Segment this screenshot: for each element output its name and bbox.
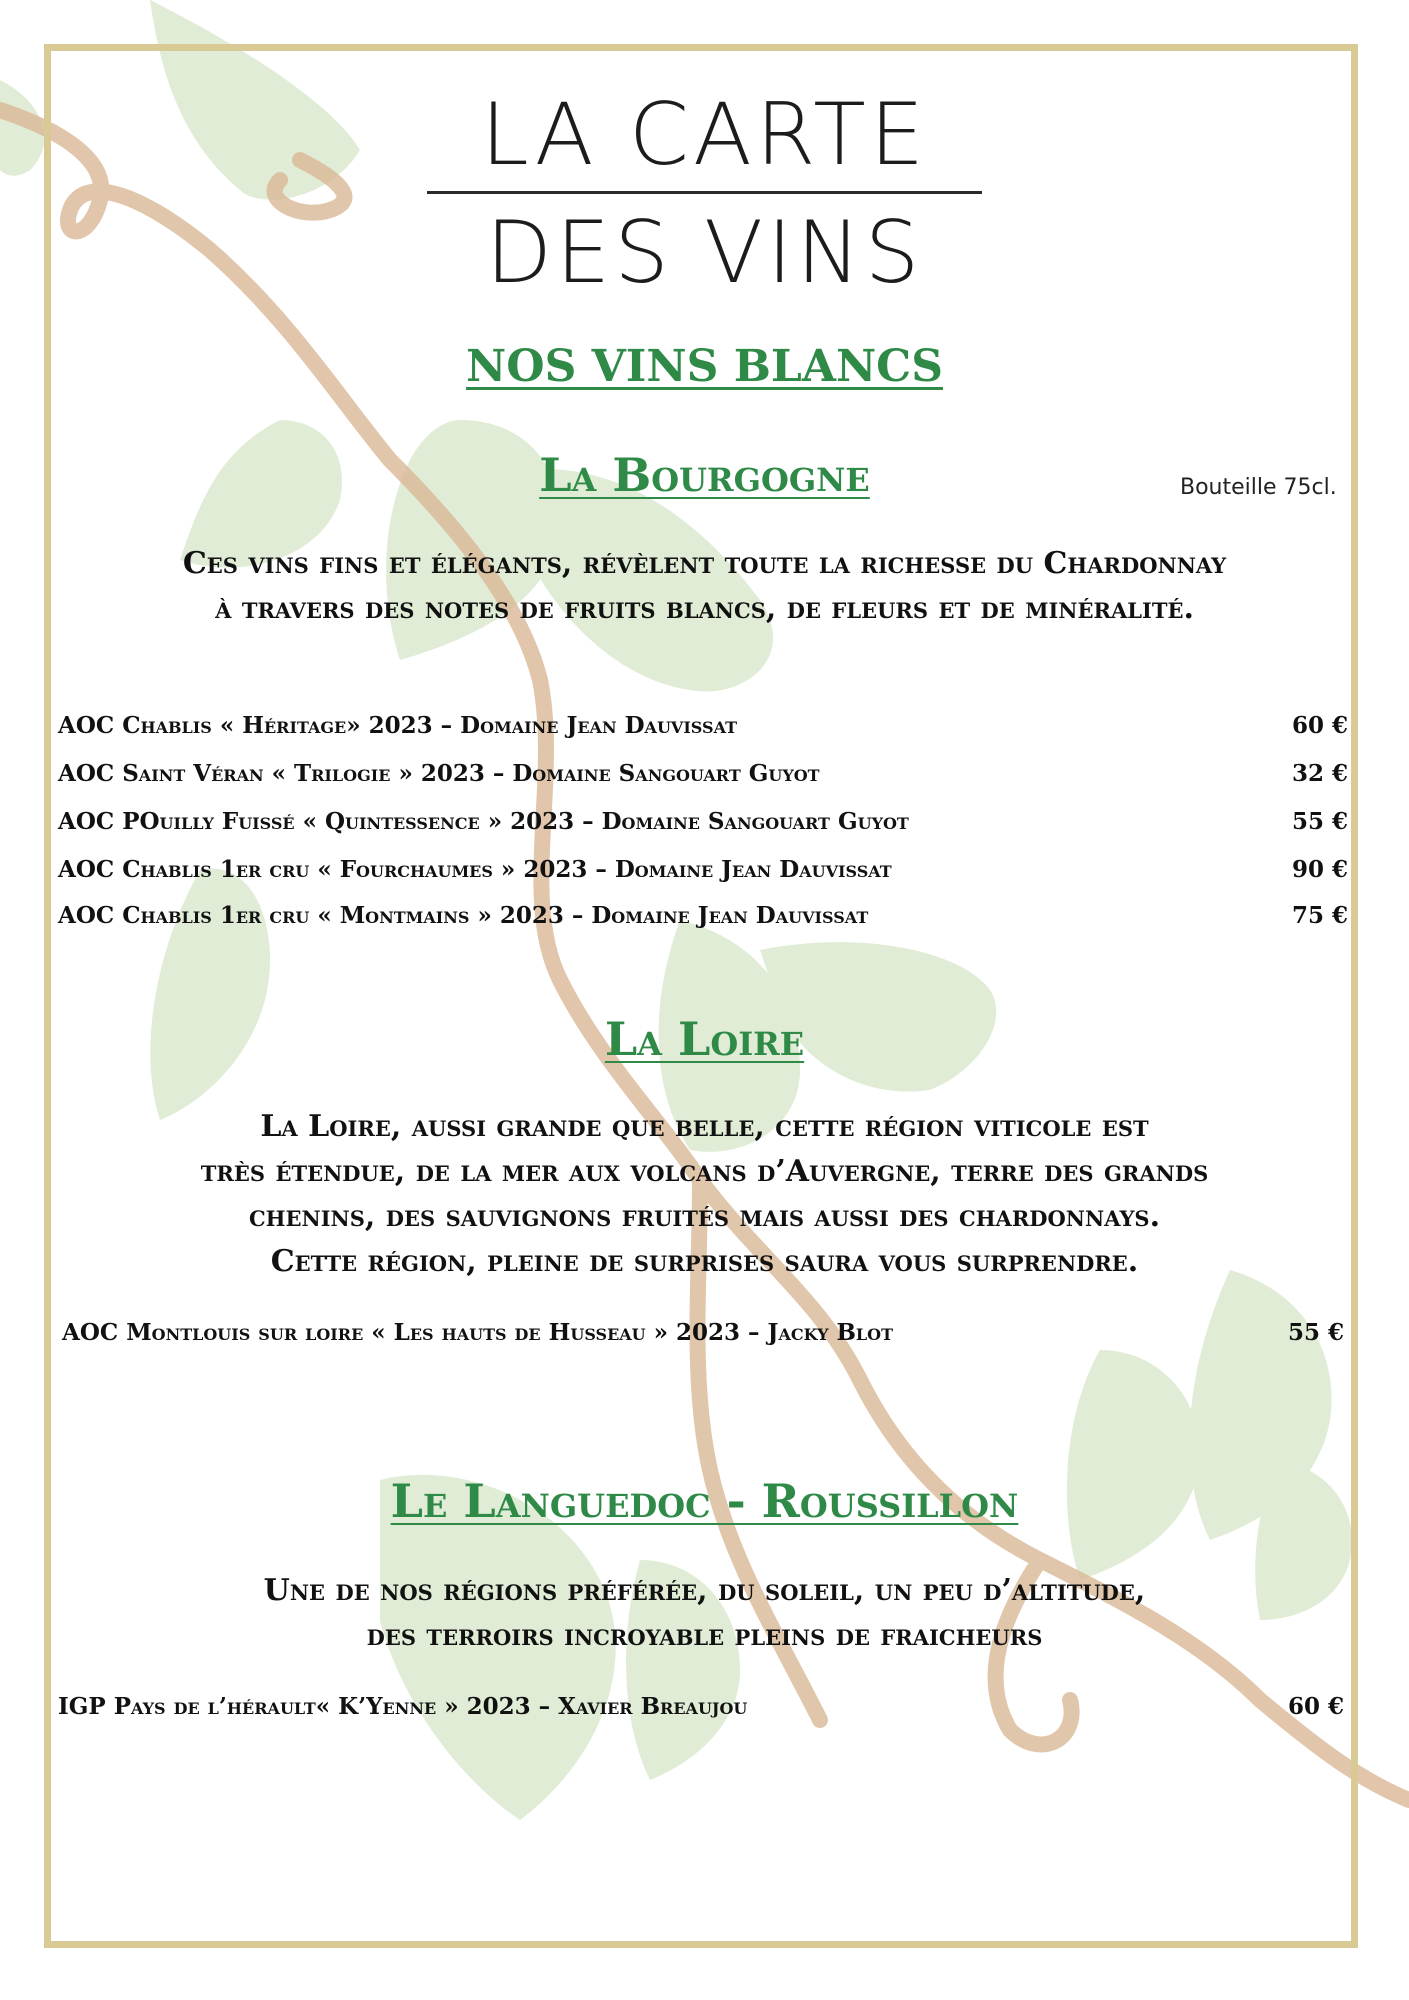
description-line: à travers des notes de fruits blancs, de fleurs et de minéralité. bbox=[215, 591, 1194, 626]
menu-title-line-2: DES VINS bbox=[485, 203, 924, 303]
title-divider bbox=[427, 191, 982, 194]
region-description-bourgogne bbox=[0, 541, 1409, 631]
wine-row bbox=[62, 1318, 1344, 1348]
description-line: des terroirs incroyable pleins de fraicheurs bbox=[366, 1618, 1043, 1653]
wine-name: AOC Chablis 1er cru « Montmains » 2023 – Domaine Jean Dauvissat bbox=[58, 902, 869, 929]
wine-price: 55 € bbox=[1291, 808, 1348, 835]
wine-name: AOC Chablis 1er cru « Fourchaumes » 2023 – Domaine Jean Dauvissat bbox=[58, 856, 892, 883]
description-line: Cette région, pleine de surprises saura vous surprendre. bbox=[270, 1244, 1139, 1279]
region-title-loire: La Loire bbox=[604, 1012, 805, 1066]
bottle-size-note: Bouteille 75cl. bbox=[1180, 475, 1337, 500]
description-line: Ces vins fins et élégants, révèlent toute la richesse du Chardonnay bbox=[182, 546, 1227, 581]
region-description-loire bbox=[0, 1104, 1409, 1284]
menu-title-line-1: LA CARTE bbox=[480, 85, 929, 185]
wine-price: 60 € bbox=[1291, 712, 1348, 739]
wine-price: 90 € bbox=[1291, 856, 1348, 883]
wine-row bbox=[58, 711, 1348, 741]
wine-name: IGP Pays de l’hérault« K’Yenne » 2023 – Xavier Breaujou bbox=[58, 1693, 748, 1720]
wine-price: 75 € bbox=[1291, 902, 1348, 929]
wine-price: 32 € bbox=[1291, 760, 1348, 787]
description-line: Une de nos régions préférée, du soleil, un peu d’altitude, bbox=[263, 1573, 1146, 1608]
wine-name: AOC POuilly Fuissé « Quintessence » 2023 – Domaine Sangouart Guyot bbox=[58, 808, 909, 835]
description-line: très étendue, de la mer aux volcans d’Auvergne, terre des grands bbox=[200, 1154, 1209, 1189]
wine-name: AOC Montlouis sur loire « Les hauts de Husseau » 2023 – Jacky Blot bbox=[62, 1319, 894, 1346]
region-title-bourgogne: La Bourgogne bbox=[539, 448, 870, 502]
wine-name: AOC Saint Véran « Trilogie » 2023 – Domaine Sangouart Guyot bbox=[58, 760, 820, 787]
region-description-languedoc bbox=[0, 1568, 1409, 1658]
wine-row bbox=[58, 759, 1348, 789]
description-line: La Loire, aussi grande que belle, cette région viticole est bbox=[260, 1109, 1149, 1144]
region-title-languedoc-roussillon: Le Languedoc - Roussillon bbox=[390, 1474, 1019, 1528]
wine-name: AOC Chablis « Héritage» 2023 – Domaine Jean Dauvissat bbox=[58, 712, 738, 739]
wine-price: 60 € bbox=[1287, 1693, 1344, 1720]
wine-price: 55 € bbox=[1287, 1319, 1344, 1346]
wine-row bbox=[58, 855, 1348, 885]
section-title-white-wines: NOS VINS BLANCS bbox=[466, 341, 943, 392]
wine-row bbox=[58, 901, 1348, 931]
description-line: chenins, des sauvignons fruités mais aussi des chardonnays. bbox=[248, 1199, 1161, 1234]
wine-row bbox=[58, 1692, 1344, 1722]
wine-row bbox=[58, 807, 1348, 837]
